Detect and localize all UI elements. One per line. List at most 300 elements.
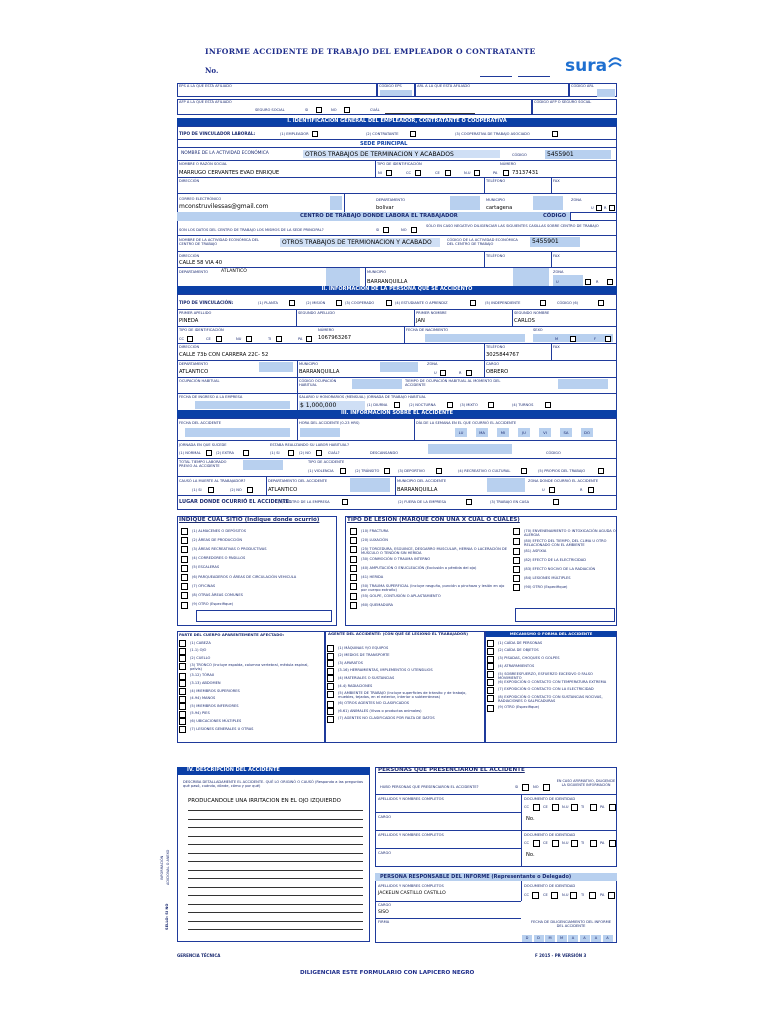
tipo-acc-2-checkbox[interactable]	[384, 468, 390, 474]
municipio-code-field[interactable]	[533, 196, 563, 210]
labor-cual: CUÁL?	[328, 451, 340, 455]
lugar-2-checkbox[interactable]	[466, 499, 472, 505]
zona-acc-r-checkbox[interactable]	[588, 487, 594, 493]
sec4-lines	[188, 806, 363, 934]
ingreso-label: FECHA DE INGRESO A LA EMPRESA	[179, 395, 243, 399]
cuerpo-label-8: (5) MIEMBROS INFERIORES	[190, 703, 239, 708]
lesion-a-checkbox-8[interactable]	[350, 602, 357, 609]
lesion-a-checkbox-0[interactable]	[350, 528, 357, 535]
depto-acc-label: DEPARTAMENTO DEL ACCIDENTE	[268, 479, 328, 483]
form-number-label: No.	[205, 66, 219, 75]
ingreso-field[interactable]	[195, 401, 290, 409]
testigo-1-doc-nu-checkbox[interactable]	[571, 840, 578, 847]
lesion-b-label-6: (90) OTRO (Especifique)	[524, 584, 568, 589]
sitio-label-0: (1) ALMACENES O DEPÓSITOS	[192, 528, 247, 533]
testigo-0-doc-ti-checkbox[interactable]	[590, 804, 597, 811]
tipo-id-2-nu-checkbox[interactable]	[246, 336, 252, 342]
divider	[177, 160, 617, 161]
lesion-a-checkbox-5[interactable]	[350, 574, 357, 581]
sitio-label-6: (7) OFICINAS	[192, 583, 216, 588]
lesion-a-checkbox-4[interactable]	[350, 565, 357, 572]
depto-label: DEPARTAMENTO	[376, 198, 406, 202]
labor-descansando: DESCANSANDO	[370, 451, 399, 455]
testigo-0-doc-nu-checkbox[interactable]	[571, 804, 578, 811]
zona-centro-u-checkbox[interactable]	[585, 279, 591, 285]
sitio-title: INDIQUE CUÁL SITIO (Indique donde ocurrió)	[179, 517, 320, 523]
sitio-list	[181, 528, 335, 614]
tipo-id-2-nu: NU	[236, 337, 242, 341]
lesion-a-checkbox-6[interactable]	[350, 583, 357, 590]
depto-centro-label: DEPARTAMENTO	[179, 270, 209, 274]
depto-2-code[interactable]	[259, 362, 293, 372]
zona-u: U	[591, 206, 594, 210]
tipo-acc-5-checkbox[interactable]	[598, 468, 604, 474]
lesion-a-checkbox-3[interactable]	[350, 556, 357, 563]
divider	[177, 267, 617, 268]
divider	[297, 418, 298, 440]
sede-principal-heading: SEDE PRINCIPAL	[360, 141, 408, 147]
vinculacion-opt-6-checkbox[interactable]	[598, 300, 604, 306]
divider	[297, 360, 298, 377]
zona-2-r-checkbox[interactable]	[466, 370, 472, 376]
tipo-acc-4-checkbox[interactable]	[521, 468, 527, 474]
dir-2-label: DIRECCIÓN	[179, 345, 200, 349]
resp-cargo-label: CARGO	[378, 903, 392, 907]
vinc-opt-1-checkbox[interactable]	[312, 131, 318, 137]
zona-acc-u-checkbox[interactable]	[549, 487, 555, 493]
salario-label: SALARIO U HONORARIOS (MENSUAL)	[299, 395, 366, 399]
ss-si-checkbox[interactable]	[316, 107, 322, 113]
tipo-acc-2: (2) TRÁNSITO	[355, 469, 380, 473]
description-line-7[interactable]	[188, 870, 363, 871]
lesion-b-checkbox-1[interactable]	[513, 538, 520, 545]
ocupacion-label: OCUPACIÓN HABITUAL	[179, 379, 220, 383]
resp-fecha-box-7[interactable]: A	[603, 935, 613, 942]
tipo-id-label: TIPO DE IDENTIFICACIÓN	[377, 162, 422, 166]
resp-fecha-box-2[interactable]: M	[545, 935, 555, 942]
agente-checkbox-7[interactable]	[327, 701, 334, 708]
divider	[177, 393, 617, 394]
lesion-b-checkbox-2[interactable]	[513, 548, 520, 555]
mecanismo-checkbox-5[interactable]	[487, 679, 494, 686]
sitio-checkbox-0[interactable]	[181, 528, 188, 535]
seguro-social-label: SEGURO SOCIAL	[255, 108, 285, 112]
labor-si-checkbox[interactable]	[288, 450, 294, 456]
municipio-value: cartagena	[486, 205, 513, 211]
actividad-label: NOMBRE DE LA ACTIVIDAD ECONÓMICA	[181, 151, 269, 156]
lesion-b-checkbox-6[interactable]	[513, 584, 520, 591]
zona-r: R	[604, 206, 607, 210]
jornada-nocturna-checkbox[interactable]	[447, 402, 453, 408]
testigo-0-doc-cc: CC	[524, 805, 530, 809]
lugar-3-checkbox[interactable]	[553, 499, 559, 505]
cuerpo-checkbox-8[interactable]	[179, 703, 186, 710]
divider	[177, 139, 617, 140]
muerte-label: CAUSÓ LA MUERTE AL TRABAJADOR?	[179, 479, 246, 483]
resp-fecha-box-3[interactable]: M	[557, 935, 567, 942]
resp-doc-nu: N.U	[562, 893, 569, 897]
vinc-opt-2: (2) CONTRATANTE	[366, 132, 399, 136]
description-line-12[interactable]	[188, 912, 363, 913]
agente-checkbox-9[interactable]	[327, 716, 334, 723]
tipo-acc-4: (4) RECREATIVO O CULTURAL	[458, 469, 511, 473]
description-line-0[interactable]	[188, 810, 363, 811]
centro-codigo-field[interactable]	[570, 212, 617, 221]
day-ma[interactable]: MA	[476, 428, 488, 437]
cuerpo-label-3: (3) TRONCO (Incluye espalda, columna vertebral, médula espinal, pelvis)	[190, 663, 309, 672]
tipo-id-ni-checkbox[interactable]	[386, 170, 392, 176]
lugar-2: (2) FUERA DE LA EMPRESA	[398, 500, 447, 504]
agente-checkbox-6[interactable]	[327, 691, 334, 698]
zona-centro-u: U	[556, 280, 559, 284]
agente-label-9: (7) AGENTES NO CLASIFICADOS POR FALTA DE DATOS	[338, 716, 435, 721]
sitio-checkbox-4[interactable]	[181, 565, 188, 572]
cuerpo-checkbox-2[interactable]	[179, 655, 186, 662]
divider	[177, 458, 617, 459]
depto-2-value: ATLANTICO	[179, 369, 209, 375]
divider	[414, 309, 415, 326]
ss-no-label: NO	[331, 108, 337, 112]
mun-centro-code[interactable]	[513, 268, 549, 288]
agente-label-3: (3.16) HERRAMIENTAS, IMPLEMENTOS O UTENSILIOS	[338, 668, 433, 673]
zona-acc-u: U	[542, 488, 545, 492]
mecanismo-label-3: (4) ATRAPAMIENTOS	[498, 663, 535, 668]
testigo-1-no-label: No.	[526, 852, 535, 858]
day-lu[interactable]: LU	[455, 428, 467, 437]
sitio-checkbox-2[interactable]	[181, 546, 188, 553]
testigo-1-doc-cc-checkbox[interactable]	[533, 840, 540, 847]
lesion-b-label-4: (83) EFECTO NOCIVO DE LA RADIACIÓN	[524, 566, 596, 571]
testigos-caso: EN CASO AFIRMATIVO, DILIGENCIE LA SIGUIENTE INFORMACIÓN	[556, 779, 616, 787]
resp-fecha-label: FECHA DE DILIGENCIAMIENTO DEL INFORME DEL ACCIDENTE	[531, 920, 611, 929]
labor-no-checkbox[interactable]	[316, 450, 322, 456]
tipo-id-ce-checkbox[interactable]	[445, 170, 451, 176]
agente-checkbox-4[interactable]	[327, 675, 334, 682]
codigo-arl-field[interactable]	[597, 89, 615, 97]
lesion-b-checkbox-0[interactable]	[513, 528, 520, 535]
resp-doc-label: DOCUMENTO DE IDENTIDAD	[524, 884, 576, 888]
cuerpo-checkbox-11[interactable]	[179, 726, 186, 733]
nacimiento-boxes[interactable]	[425, 334, 525, 342]
divider	[375, 160, 376, 177]
tipo-id-pa-checkbox[interactable]	[503, 170, 509, 176]
hora-acc-field[interactable]	[300, 428, 340, 437]
tipo-id-2-pa-checkbox[interactable]	[306, 336, 312, 342]
sitio-checkbox-7[interactable]	[181, 592, 188, 599]
cuerpo-label-2: (2) CUELLO	[190, 655, 211, 660]
lugar-3: (3) TRABAJO EN CASA	[490, 500, 530, 504]
cuerpo-checkbox-3[interactable]	[179, 663, 186, 670]
muerte-no-checkbox[interactable]	[247, 487, 253, 493]
agente-checkbox-8[interactable]	[327, 708, 334, 715]
testigo-0-doc-ce-checkbox[interactable]	[552, 804, 559, 811]
resp-doc-ce-checkbox[interactable]	[551, 892, 558, 899]
testigo-0-doc-cc-checkbox[interactable]	[533, 804, 540, 811]
description-line-5[interactable]	[188, 853, 363, 854]
description-line-3[interactable]	[188, 836, 363, 837]
lesion-a-checkbox-7[interactable]	[350, 593, 357, 600]
testigo-1-hdivider	[375, 848, 521, 849]
sitio-otro-field[interactable]	[196, 610, 332, 622]
mecanismo-checkbox-4[interactable]	[487, 671, 494, 678]
cod-ocupacion-field[interactable]	[352, 379, 402, 389]
vinculacion-opt-3-checkbox[interactable]	[386, 300, 392, 306]
act-centro-value: OTROS TRABAJOS DE TERMIONACION Y ACABADO	[282, 239, 432, 246]
mun-acc-code[interactable]	[487, 478, 525, 492]
arl-label: ARL A LA QUE ESTÁ AFILIADO	[417, 84, 471, 88]
day-do[interactable]: DO	[581, 428, 593, 437]
cuerpo-checkbox-7[interactable]	[179, 696, 186, 703]
sexo-label: SEXO	[533, 328, 543, 332]
agente-checkbox-0[interactable]	[327, 645, 334, 652]
vinc-opt-3-checkbox[interactable]	[552, 131, 558, 137]
testigos-no-checkbox[interactable]	[543, 784, 550, 791]
lesion-b-checkbox-4[interactable]	[513, 566, 520, 573]
resp-nombre-value: JACKELIN CASTILLO CASTILLO	[378, 891, 446, 896]
cuerpo-checkbox-6[interactable]	[179, 688, 186, 695]
depto-code-field[interactable]	[450, 196, 480, 210]
cuerpo-checkbox-10[interactable]	[179, 718, 186, 725]
vinculacion-opt-1-checkbox[interactable]	[289, 300, 295, 306]
resp-fecha-box-0[interactable]: D	[522, 935, 532, 942]
cuerpo-list	[179, 640, 324, 742]
depto-centro-code[interactable]	[326, 268, 360, 288]
description-line-9[interactable]	[188, 887, 363, 888]
muerte-si-checkbox[interactable]	[208, 487, 214, 493]
description-line-8[interactable]	[188, 878, 363, 879]
zona-centro-r-checkbox[interactable]	[607, 279, 613, 285]
jornada-suc-normal-checkbox[interactable]	[206, 450, 212, 456]
agente-label-8: (6.61) ANIMALES (Vivos o productos animales)	[338, 708, 422, 713]
resp-doc-cc-checkbox[interactable]	[532, 892, 539, 899]
mecanismo-checkbox-1[interactable]	[487, 648, 494, 655]
agente-label-1: (2) MEDIOS DE TRANSPORTE	[338, 653, 390, 658]
testigo-0-apellidos-field[interactable]	[378, 803, 518, 811]
zona-label: ZONA	[571, 198, 582, 202]
agente-checkbox-3[interactable]	[327, 668, 334, 675]
description-line-1[interactable]	[188, 819, 363, 820]
testigo-1-doc-ce-checkbox[interactable]	[552, 840, 559, 847]
resp-doc-pa-checkbox[interactable]	[608, 892, 615, 899]
vinculacion-opt-5-checkbox[interactable]	[540, 300, 546, 306]
jornada-turnos-checkbox[interactable]	[545, 402, 551, 408]
description-line-13[interactable]	[188, 921, 363, 922]
lesion-a-label-4: (40) AMPUTACIÓN O ENUCLEACIÓN (Exclusión o pérdida del ojo)	[361, 565, 477, 570]
ss-cual-label: CUÁL	[370, 108, 380, 112]
jornada-suc-extra-checkbox[interactable]	[243, 450, 249, 456]
tel-centro-label: TELÉFONO	[486, 254, 506, 258]
zona-u-checkbox[interactable]	[596, 205, 602, 211]
sitio-label-3: (4) CORREDORES O PASILLOS	[192, 556, 246, 561]
resp-doc-row	[524, 892, 616, 900]
sitio-checkbox-5[interactable]	[181, 574, 188, 581]
cargo-value: OBRERO	[486, 369, 509, 375]
cuerpo-checkbox-0[interactable]	[179, 640, 186, 647]
labor-cual-field[interactable]	[428, 444, 512, 454]
lesion-b-checkbox-5[interactable]	[513, 575, 520, 582]
cuerpo-label-7: (4.94) MANOS	[190, 696, 216, 701]
sitio-checkbox-6[interactable]	[181, 583, 188, 590]
lesion-a-checkbox-1[interactable]	[350, 537, 357, 544]
mecanismo-checkbox-8[interactable]	[487, 705, 494, 712]
fax-2-label: FAX	[553, 345, 560, 349]
day-mi[interactable]: MI	[497, 428, 509, 437]
resp-doc-nu-checkbox[interactable]	[570, 892, 577, 899]
sexo-f-checkbox[interactable]	[605, 336, 611, 342]
lugar-1-checkbox[interactable]	[342, 499, 348, 505]
resp-fecha-row	[522, 935, 616, 942]
mun-acc-label: MUNICIPIO DEL ACCIDENTE	[397, 479, 447, 483]
mismos-no-checkbox[interactable]	[411, 227, 417, 233]
tiempo-lab-label: TOTAL TIEMPO LABORADO PREVIO AL ACCIDENTE	[179, 460, 227, 468]
sitio-label-4: (5) ESCALERAS	[192, 565, 220, 570]
agente-checkbox-5[interactable]	[327, 683, 334, 690]
tipo-id-2-ce: CE	[206, 337, 211, 341]
primer-nombre-value: JAN	[416, 318, 425, 324]
vinculacion-opt-4-checkbox[interactable]	[470, 300, 476, 306]
numero-label: NÚMERO	[500, 162, 517, 166]
mun-acc-value: BARRANQUILLA	[397, 487, 438, 493]
codigo-arl-label: CÓDIGO ARL	[571, 84, 594, 88]
codigo-eps-field[interactable]	[380, 90, 412, 96]
cuerpo-checkbox-9[interactable]	[179, 711, 186, 718]
sitio-checkbox-8[interactable]	[181, 602, 188, 609]
cuerpo-label-4: (3.12) TÓRAX	[190, 673, 215, 678]
divider	[177, 360, 617, 361]
dias-row	[455, 428, 605, 438]
tipo-acc-3-checkbox[interactable]	[436, 468, 442, 474]
description-line-6[interactable]	[188, 861, 363, 862]
tipo-id-2-ti-checkbox[interactable]	[276, 336, 282, 342]
resp-fecha-box-5[interactable]: A	[580, 935, 590, 942]
resp-doc-ti-checkbox[interactable]	[589, 892, 596, 899]
correo-code-field[interactable]	[330, 196, 342, 210]
jornada-suc-normal: (1) NORMAL	[179, 451, 201, 455]
tel-2-value: 3025844767	[486, 352, 520, 358]
fecha-acc-field[interactable]	[185, 428, 290, 437]
agente-checkbox-1[interactable]	[327, 653, 334, 660]
mecanismo-checkbox-7[interactable]	[487, 695, 494, 702]
testigo-1-doc-nu: N.U	[562, 841, 569, 845]
testigos-si-checkbox[interactable]	[522, 784, 529, 791]
cuerpo-checkbox-1[interactable]	[179, 648, 186, 655]
mismos-label: SON LOS DATOS DEL CENTRO DE TRABAJO LOS MISMOS DE LA SEDE PRINCIPAL?	[179, 228, 324, 232]
testigos-hubo: HUBO PERSONAS QUE PRESENCIARON EL ACCIDENTE?	[380, 785, 479, 789]
divider	[177, 440, 617, 441]
description-line-14[interactable]	[188, 929, 363, 930]
resp-fecha-box-1[interactable]: D	[534, 935, 544, 942]
sexo-f: F	[594, 337, 597, 341]
lesion-b-checkbox-3[interactable]	[513, 557, 520, 564]
depto-acc-code[interactable]	[350, 478, 390, 492]
vinculacion-opt-4: (4) ESTUDIANTE O APRENDIZ	[395, 301, 448, 305]
tipo-id-nu-checkbox[interactable]	[474, 170, 480, 176]
divider	[375, 901, 521, 902]
zona-2-u-checkbox[interactable]	[440, 370, 446, 376]
day-vi[interactable]: VI	[539, 428, 551, 437]
vinculacion-opt-2-checkbox[interactable]	[336, 300, 342, 306]
testigo-0-cargo-label: CARGO	[378, 815, 392, 819]
resp-fecha-box-4[interactable]: A	[568, 935, 578, 942]
fecha-acc-label: FECHA DEL ACCIDENTE	[179, 421, 221, 425]
sitio-checkbox-1[interactable]	[181, 537, 188, 544]
testigo-rows	[375, 794, 617, 866]
mismos-si-checkbox[interactable]	[383, 227, 389, 233]
day-sa[interactable]: SA	[560, 428, 572, 437]
numero-2-value: 1067963267	[318, 335, 352, 341]
testigo-1-doc-ti-checkbox[interactable]	[590, 840, 597, 847]
razon-value: MARRUGO CERVANTES EVAD ENRIQUE	[179, 170, 280, 176]
description-line-2[interactable]	[188, 827, 363, 828]
sitio-checkbox-3[interactable]	[181, 556, 188, 563]
testigo-0-doc-pa-checkbox[interactable]	[609, 804, 616, 811]
depto-centro-value: ATLANTICO	[221, 269, 247, 274]
segundo-nombre-label: SEGUNDO NOMBRE	[514, 311, 550, 315]
lesion-otro-field[interactable]	[515, 608, 615, 622]
cuerpo-checkbox-4[interactable]	[179, 673, 186, 680]
mecanismo-checkbox-2[interactable]	[487, 656, 494, 663]
zona-acc-r: R	[580, 488, 583, 492]
testigos-si: SI	[515, 785, 519, 789]
testigo-1-divider	[375, 830, 617, 831]
tipo-id-2-cc-checkbox[interactable]	[187, 336, 193, 342]
mecanismo-label-2: (3) PISADAS, CHOQUES O GOLPES	[498, 656, 560, 661]
sexo-m-checkbox[interactable]	[570, 336, 576, 342]
mecanismo-checkbox-0[interactable]	[487, 640, 494, 647]
mun-2-code[interactable]	[380, 362, 418, 372]
primer-nombre-label: PRIMER NOMBRE	[416, 311, 447, 315]
tiempo-ocupacion-field[interactable]	[558, 379, 608, 389]
description-line-4[interactable]	[188, 844, 363, 845]
testigo-0-doc-pa: PA	[600, 805, 605, 809]
ss-no-checkbox[interactable]	[344, 107, 350, 113]
tipo-id-cc-checkbox[interactable]	[415, 170, 421, 176]
cuerpo-label-5: (3.13) ABDOMEN	[190, 680, 221, 685]
testigo-1-cargo-label: CARGO	[378, 851, 392, 855]
tipo-id-2-ce-checkbox[interactable]	[216, 336, 222, 342]
razon-label: NOMBRE O RAZÓN SOCIAL	[179, 162, 228, 166]
vinc-opt-2-checkbox[interactable]	[410, 131, 416, 137]
mecanismo-checkbox-3[interactable]	[487, 663, 494, 670]
description-line-11[interactable]	[188, 904, 363, 905]
tipo-acc-1-checkbox[interactable]	[340, 468, 346, 474]
description-line-10[interactable]	[188, 895, 363, 896]
testigo-1-apellidos-field[interactable]	[378, 839, 518, 847]
form-title: INFORME ACCIDENTE DE TRABAJO DEL EMPLEADOR O CONTRATANTE	[205, 47, 536, 56]
divider	[266, 476, 267, 495]
resp-doc-ti: TI	[581, 893, 585, 897]
cuerpo-checkbox-5[interactable]	[179, 680, 186, 687]
tiempo-lab-field[interactable]	[243, 460, 283, 470]
sexo-m: M	[555, 337, 559, 341]
dir-centro-label: DIRECCIÓN	[179, 254, 200, 258]
jornada-mixto-checkbox[interactable]	[488, 402, 494, 408]
day-ju[interactable]: JU	[518, 428, 530, 437]
agente-label-4: (4) MATERIALES O SUSTANCIAS	[338, 675, 395, 680]
agente-list	[327, 645, 483, 741]
divider	[551, 251, 552, 267]
mecanismo-checkbox-6[interactable]	[487, 687, 494, 694]
tipo-acc-3: (3) DEPORTIVO	[398, 469, 425, 473]
testigo-1-doc-pa-checkbox[interactable]	[609, 840, 616, 847]
agente-checkbox-2[interactable]	[327, 660, 334, 667]
lesion-a-checkbox-2[interactable]	[350, 546, 357, 553]
zona-r-checkbox[interactable]	[609, 205, 615, 211]
tipo-id-nu: N.U	[464, 171, 471, 175]
jornada-diurna-checkbox[interactable]	[394, 402, 400, 408]
resp-fecha-box-6[interactable]: A	[591, 935, 601, 942]
municipio-label: MUNICIPIO	[486, 198, 506, 202]
